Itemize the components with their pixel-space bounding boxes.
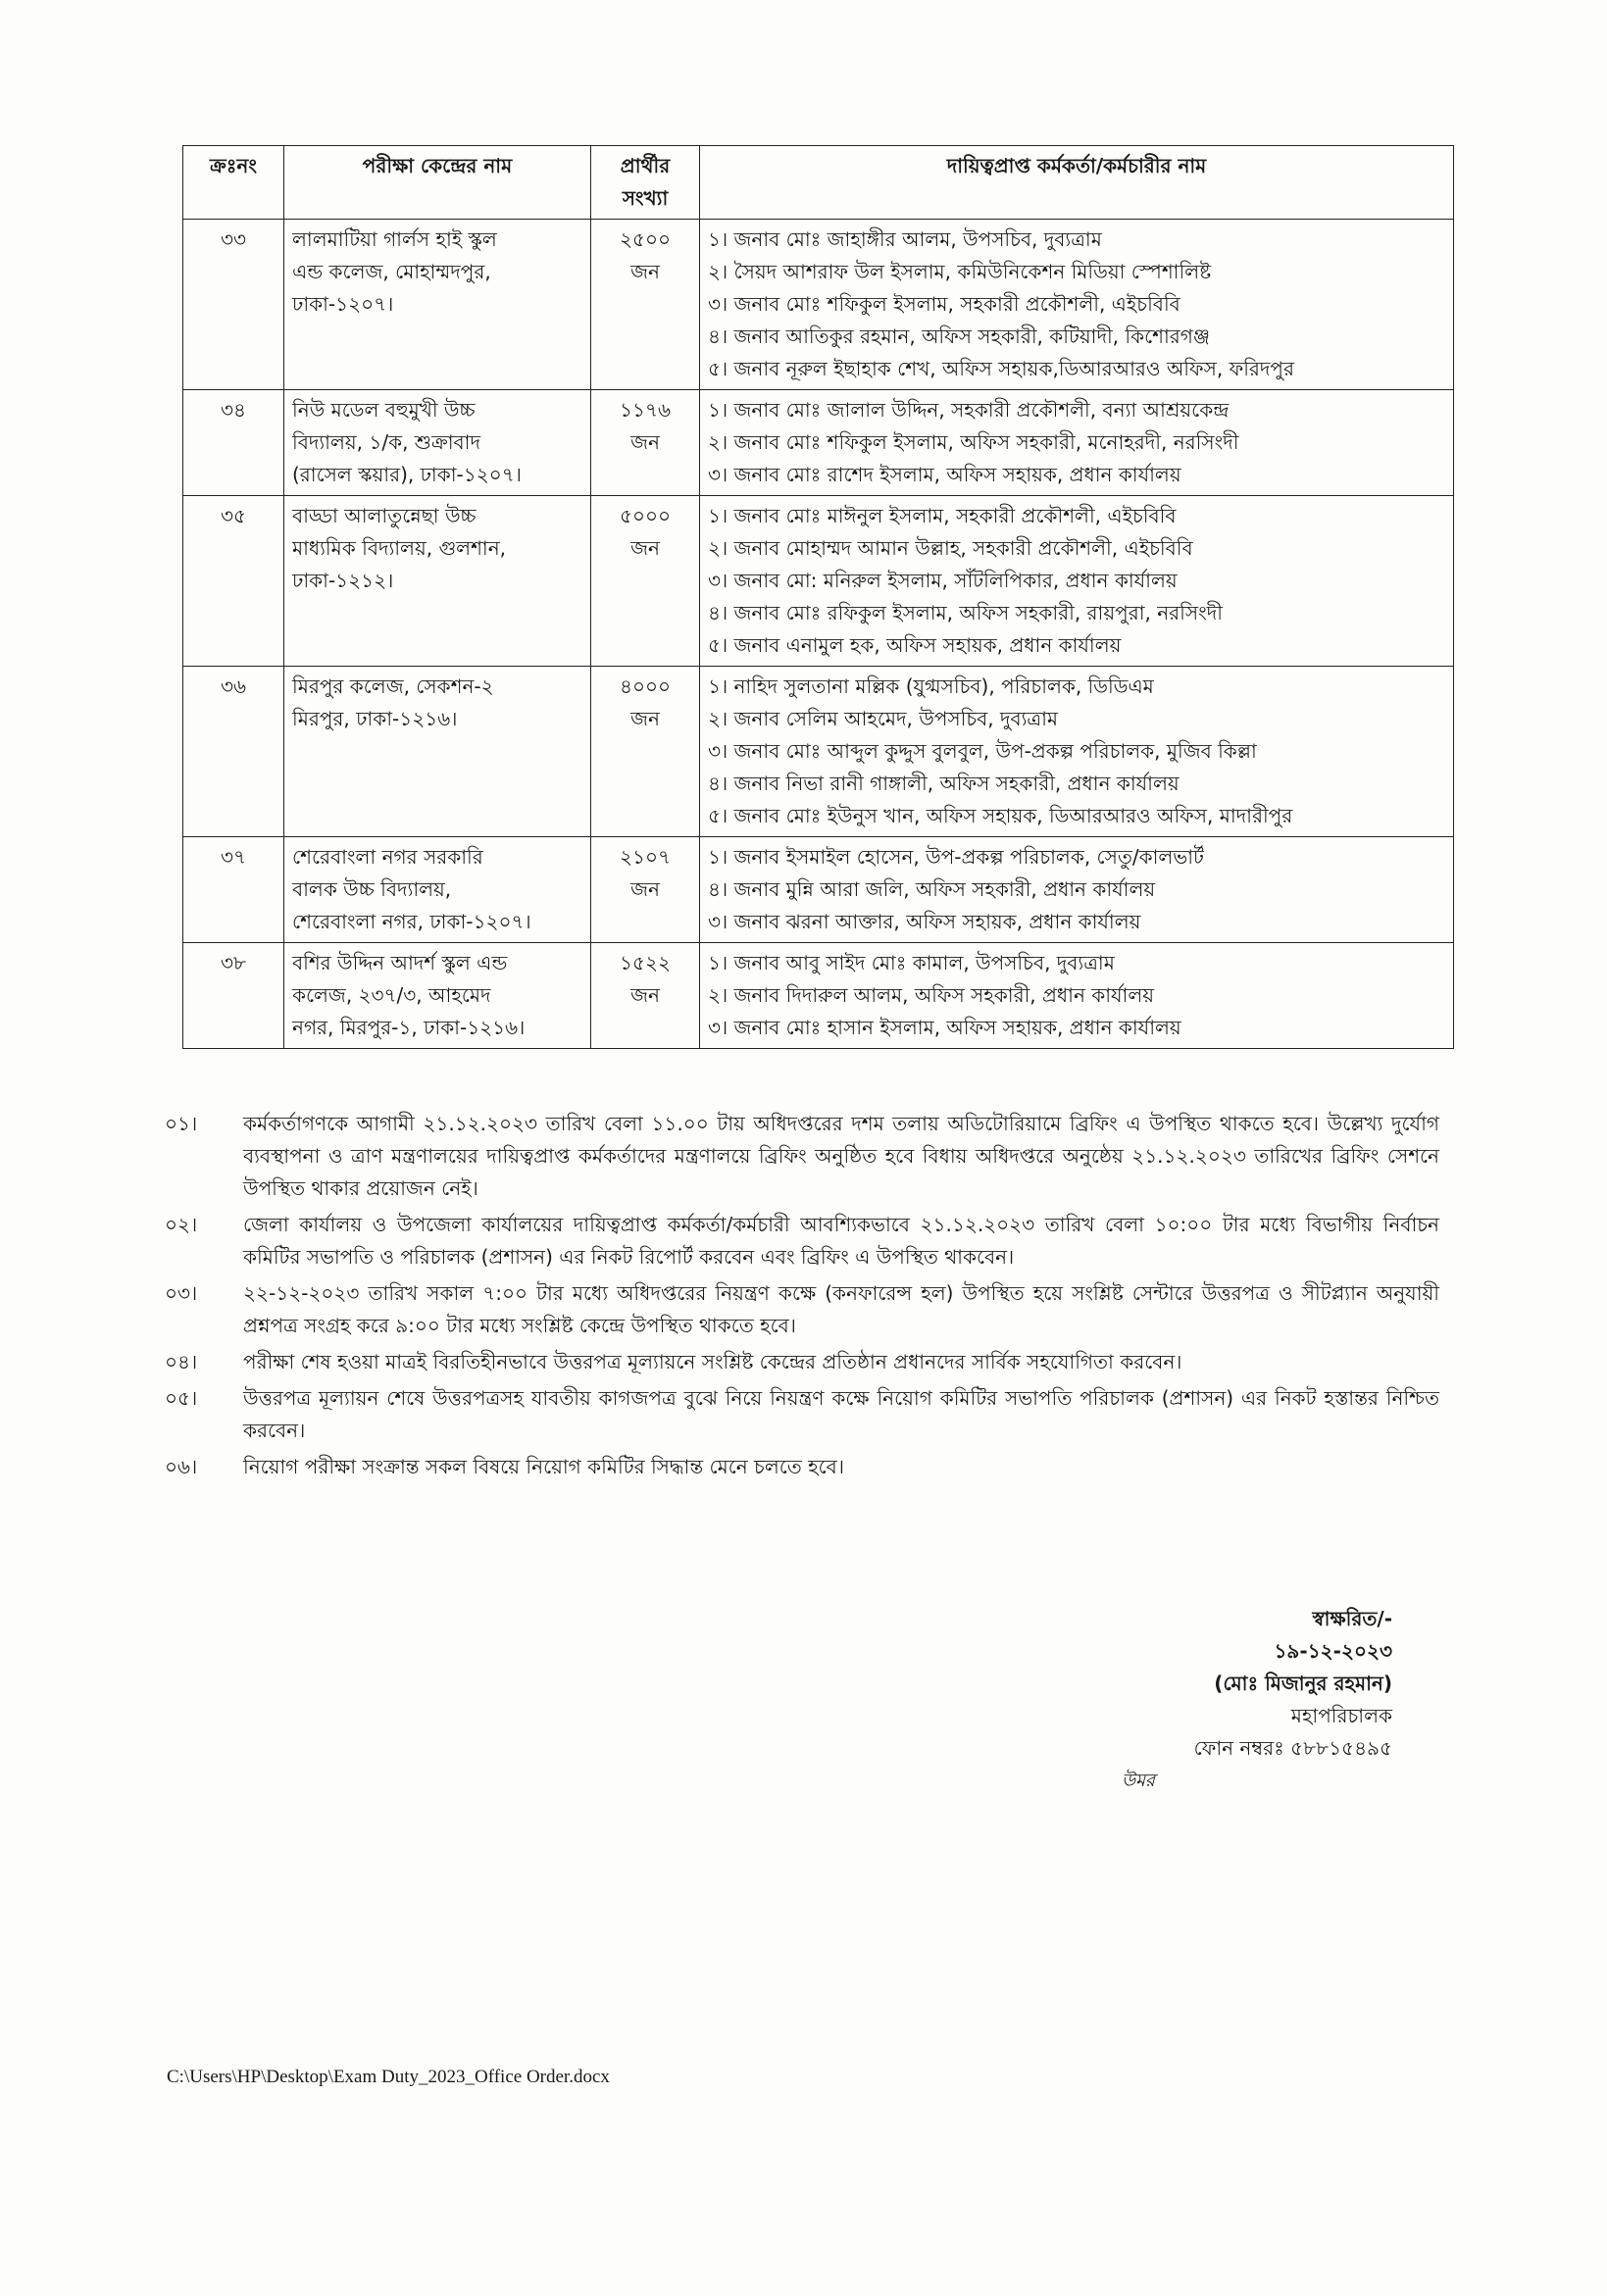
officials-cell (700, 667, 1454, 837)
center-name-line: মিরপুর কলেজ, সেকশন-২ (292, 674, 494, 698)
official-entry: ১। জনাব মোঃ জাহাঙ্গীর আলম, উপসচিব, দুব্যত্রাম (708, 227, 1102, 251)
officials-cell (700, 220, 1454, 390)
instruction-text: পরীক্ষা শেষ হওয়া মাত্রই বিরতিহীনভাবে উত্তরপত্র মূল্যায়নে সংশ্লিষ্ট কেন্দ্রের প্রতিষ্ঠান প্রধানদের সার্বিক সহযোগিতা করবেন। (243, 1350, 1182, 1373)
official-entry: ১। জনাব ইসমাইল হোসেন, উপ-প্রকল্প পরিচালক, সেতু/কালভার্ট (708, 845, 1204, 869)
center-name-line: বশির উদ্দিন আদর্শ স্কুল এন্ড (292, 951, 508, 974)
file-path-footer: C:\Users\HP\Desktop\Exam Duty_2023_Office Order.docx (167, 2067, 610, 2087)
center-name-line: শেরেবাংলা নগর, ঢাকা-১২০৭। (292, 910, 531, 933)
official-entry: ৫। জনাব এনামুল হক, অফিস সহায়ক, প্রধান কার্যালয় (708, 633, 1122, 657)
serial-cell: ৩৬ (183, 667, 284, 837)
table-row (183, 220, 1454, 390)
instruction-text: নিয়োগ পরীক্ষা সংক্রান্ত সকল বিষয়ে নিয়োগ কমিটির সিদ্ধান্ত মেনে চলতে হবে। (243, 1455, 844, 1478)
center-name-line: (রাসেল স্কয়ার), ঢাকা-১২০৭। (292, 463, 522, 486)
official-entry: ৩। জনাব ঝরনা আক্তার, অফিস সহায়ক, প্রধান কার্যালয় (708, 910, 1141, 933)
candidate-count-unit: জন (630, 430, 660, 454)
header-candidate-count (591, 146, 700, 220)
serial-cell: ৩৫ (183, 496, 284, 667)
table-row (183, 943, 1454, 1049)
candidate-count: ১৫২২ (620, 951, 671, 974)
candidate-count-cell (591, 220, 700, 390)
candidate-count: ২১০৭ (620, 845, 671, 869)
official-entry: ১। জনাব মোঃ মাঈনুল ইসলাম, সহকারী প্রকৌশলী, এইচবিবি (708, 504, 1177, 527)
official-entry: ২। জনাব মোহাম্মদ আমান উল্লাহ, সহকারী প্রকৌশলী, এইচবিবি (708, 536, 1193, 560)
candidate-count-unit: জন (630, 260, 660, 283)
header-officials: দায়িত্বপ্রাপ্ত কর্মকর্তা/কর্মচারীর নাম (700, 146, 1454, 220)
officials-cell (700, 837, 1454, 943)
center-name-line: বিদ্যালয়, ১/ক, শুক্রাবাদ (292, 430, 480, 454)
instruction-item (165, 1451, 1439, 1483)
official-entry: ২। জনাব মোঃ শফিকুল ইসলাম, অফিস সহকারী, মনোহরদী, নরসিংদী (708, 430, 1239, 454)
instruction-number: ০৩। (165, 1281, 198, 1305)
center-name-line: বালক উচ্চ বিদ্যালয়, (292, 877, 452, 901)
official-entry: ২। জনাব দিদারুল আলম, অফিস সহকারী, প্রধান কার্যালয় (708, 983, 1155, 1007)
signatory-phone: ফোন নম্বরঃ ৫৮৮১৫৪৯৫ (1193, 1736, 1392, 1760)
official-entry: ৩। জনাব মো: মনিরুল ইসলাম, সাঁটলিপিকার, প্রধান কার্যালয় (708, 569, 1178, 592)
serial-cell: ৩৭ (183, 837, 284, 943)
instruction-item (165, 1346, 1439, 1378)
official-entry: ২। জনাব সেলিম আহমেদ, উপসচিব, দুব্যত্রাম (708, 707, 1059, 730)
instruction-text: উত্তরপত্র মূল্যায়ন শেষে উত্তরপত্রসহ যাবতীয় কাগজপত্র বুঝে নিয়ে নিয়ন্ত্রণ কক্ষে নিয়োগ কমিটির সভাপতি পরিচালক (প্রশাসন) এর নিকট হস্তান্তর নিশ্চিত করবেন। (243, 1386, 1439, 1442)
officials-cell (700, 943, 1454, 1049)
instruction-item (165, 1277, 1439, 1342)
official-entry: ৫। জনাব নূরুল ইছাহাক শেখ, অফিস সহায়ক,ডিআরআরও অফিস, ফরিদপুর (708, 357, 1294, 380)
official-entry: ১। নাহিদ সুলতানা মল্লিক (যুগ্মসচিব), পরিচালক, ডিডিএম (708, 674, 1154, 698)
exam-duty-table (182, 145, 1454, 1049)
serial-cell: ৩৪ (183, 390, 284, 496)
official-entry: ২। সৈয়দ আশরাফ উল ইসলাম, কমিউনিকেশন মিডিয়া স্পেশালিষ্ট (708, 260, 1212, 283)
center-name-cell (284, 667, 591, 837)
official-entry: ৪। জনাব আতিকুর রহমান, অফিস সহকারী, কটিয়াদী, কিশোরগঞ্জ (708, 324, 1210, 348)
instruction-number: ০৬। (165, 1455, 198, 1478)
candidate-count: ১১৭৬ (620, 398, 671, 422)
center-name-cell (284, 837, 591, 943)
header-serial: ক্রঃনং (183, 146, 284, 220)
signatory-name: (মোঃ মিজানুর রহমান) (1214, 1672, 1392, 1695)
official-entry: ৩। জনাব মোঃ শফিকুল ইসলাম, সহকারী প্রকৌশলী, এইচবিবি (708, 292, 1180, 316)
official-entry: ৪। জনাব মোঃ রফিকুল ইসলাম, অফিস সহকারী, রায়পুরা, নরসিংদী (708, 601, 1223, 624)
candidate-count-unit: জন (630, 707, 660, 730)
instruction-number: ০৪। (165, 1350, 198, 1373)
handwritten-initials: উমর (1122, 1771, 1155, 1791)
signature-block (1079, 1603, 1392, 1791)
candidate-count-cell (591, 837, 700, 943)
instruction-item (165, 1108, 1439, 1205)
signature-date: ১৯-১২-২০২৩ (1274, 1639, 1392, 1663)
candidate-count-unit: জন (630, 536, 660, 560)
instructions-list (165, 1108, 1439, 1487)
official-entry: ৪। জনাব মুন্নি আরা জলি, অফিস সহকারী, প্রধান কার্যালয় (708, 877, 1156, 901)
official-entry: ৪। জনাব নিভা রানী গাঙ্গালী, অফিস সহকারী, প্রধান কার্যালয় (708, 772, 1180, 795)
official-entry: ৩। জনাব মোঃ রাশেদ ইসলাম, অফিস সহায়ক, প্রধান কার্যালয় (708, 463, 1181, 486)
candidate-count: ৫০০০ (620, 504, 671, 527)
instruction-number: ০৫। (165, 1386, 198, 1410)
center-name-line: নগর, মিরপুর-১, ঢাকা-১২১৬। (292, 1016, 526, 1039)
header-count-line2: সংখ্যা (622, 186, 669, 210)
official-entry: ৩। জনাব মোঃ আব্দুল কুদ্দুস বুলবুল, উপ-প্রকল্প পরিচালক, মুজিব কিল্লা (708, 739, 1257, 763)
center-name-line: মাধ্যমিক বিদ্যালয়, গুলশান, (292, 536, 507, 560)
header-center-name: পরীক্ষা কেন্দ্রের নাম (284, 146, 591, 220)
candidate-count-cell (591, 667, 700, 837)
center-name-line: এন্ড কলেজ, মোহাম্মদপুর, (292, 260, 491, 283)
table-row (183, 667, 1454, 837)
official-entry: ৫। জনাব মোঃ ইউনুস খান, অফিস সহায়ক, ডিআরআরও অফিস, মাদারীপুর (708, 804, 1293, 827)
candidate-count: ৪০০০ (620, 674, 671, 698)
center-name-cell (284, 390, 591, 496)
instruction-item (165, 1382, 1439, 1447)
signed-label: স্বাক্ষরিত/- (1312, 1607, 1392, 1630)
serial-cell: ৩৮ (183, 943, 284, 1049)
official-entry: ৩। জনাব মোঃ হাসান ইসলাম, অফিস সহায়ক, প্রধান কার্যালয় (708, 1016, 1181, 1039)
serial-cell: ৩৩ (183, 220, 284, 390)
table-row (183, 496, 1454, 667)
candidate-count-unit: জন (630, 983, 660, 1007)
candidate-count-cell (591, 496, 700, 667)
center-name-line: বাড্ডা আলাতুন্নেছা উচ্চ (292, 504, 477, 527)
center-name-cell (284, 496, 591, 667)
officials-cell (700, 496, 1454, 667)
instruction-text: কর্মকর্তাগণকে আগামী ২১.১২.২০২৩ তারিখ বেলা ১১.০০ টায় অধিদপ্তরের দশম তলায় অডিটোরিয়ামে ব্রিফিং এ উপস্থিত থাকতে হবে। উল্লেখ্য দুর্যোগ ব্যবস্থাপনা ও ত্রাণ মন্ত্রণালয়ের দায়িত্বপ্রাপ্ত কর্মকর্তাদের মন্ত্রণালয়ে ব্রিফিং অনুষ্ঠিত হবে বিধায় অধিদপ্তরে অনুষ্ঠেয় ২১.১২.২০২৩ তারিখের ব্রিফিং সেশনে উপস্থিত থাকার প্রয়োজন নেই। (243, 1112, 1439, 1200)
header-count-line1: প্রার্থীর (620, 154, 671, 177)
officials-cell (700, 390, 1454, 496)
official-entry: ১। জনাব আবু সাইদ মোঃ কামাল, উপসচিব, দুব্যত্রাম (708, 951, 1115, 974)
center-name-line: নিউ মডেল বহুমুখী উচ্চ (292, 398, 476, 422)
center-name-line: শেরেবাংলা নগর সরকারি (292, 845, 483, 869)
table-header-row (183, 146, 1454, 220)
center-name-cell (284, 943, 591, 1049)
center-name-line: মিরপুর, ঢাকা-১২১৬। (292, 707, 458, 730)
instruction-text: জেলা কার্যালয় ও উপজেলা কার্যালয়ের দায়িত্বপ্রাপ্ত কর্মকর্তা/কর্মচারী আবশ্যিকভাবে ২১.১২.২০২৩ তারিখ বেলা ১০:০০ টার মধ্যে বিভাগীয় নির্বাচন কমিটির সভাপতি ও পরিচালক (প্রশাসন) এর নিকট রিপোর্ট করবেন এবং ব্রিফিং এ উপস্থিত থাকবেন। (243, 1213, 1439, 1269)
table-row (183, 390, 1454, 496)
candidate-count-cell (591, 943, 700, 1049)
table-body (183, 220, 1454, 1049)
candidate-count: ২৫০০ (620, 227, 671, 251)
candidate-count-unit: জন (630, 877, 660, 901)
instruction-item (165, 1209, 1439, 1273)
table-row (183, 837, 1454, 943)
instruction-number: ০১। (165, 1112, 198, 1135)
instruction-number: ০২। (165, 1213, 198, 1236)
center-name-line: কলেজ, ২৩৭/৩, আহমেদ (292, 983, 491, 1007)
center-name-line: ঢাকা-১২০৭। (292, 292, 394, 316)
center-name-line: লালমাটিয়া গার্লস হাই স্কুল (292, 227, 497, 251)
candidate-count-cell (591, 390, 700, 496)
signatory-designation: মহাপরিচালক (1290, 1704, 1392, 1727)
center-name-line: ঢাকা-১২১২। (292, 569, 394, 592)
center-name-cell (284, 220, 591, 390)
official-entry: ১। জনাব মোঃ জালাল উদ্দিন, সহকারী প্রকৌশলী, বন্যা আশ্রয়কেন্দ্র (708, 398, 1230, 422)
instruction-text: ২২-১২-২০২৩ তারিখ সকাল ৭:০০ টার মধ্যে অধিদপ্তরের নিয়ন্ত্রণ কক্ষে (কনফারেন্স হল) উপস্থিত হয়ে সংশ্লিষ্ট সেন্টারে উত্তরপত্র ও সীটপ্ল্যান অনুযায়ী প্রশ্নপত্র সংগ্রহ করে ৯:০০ টার মধ্যে সংশ্লিষ্ট কেন্দ্রে উপস্থিত থাকতে হবে। (243, 1281, 1439, 1337)
